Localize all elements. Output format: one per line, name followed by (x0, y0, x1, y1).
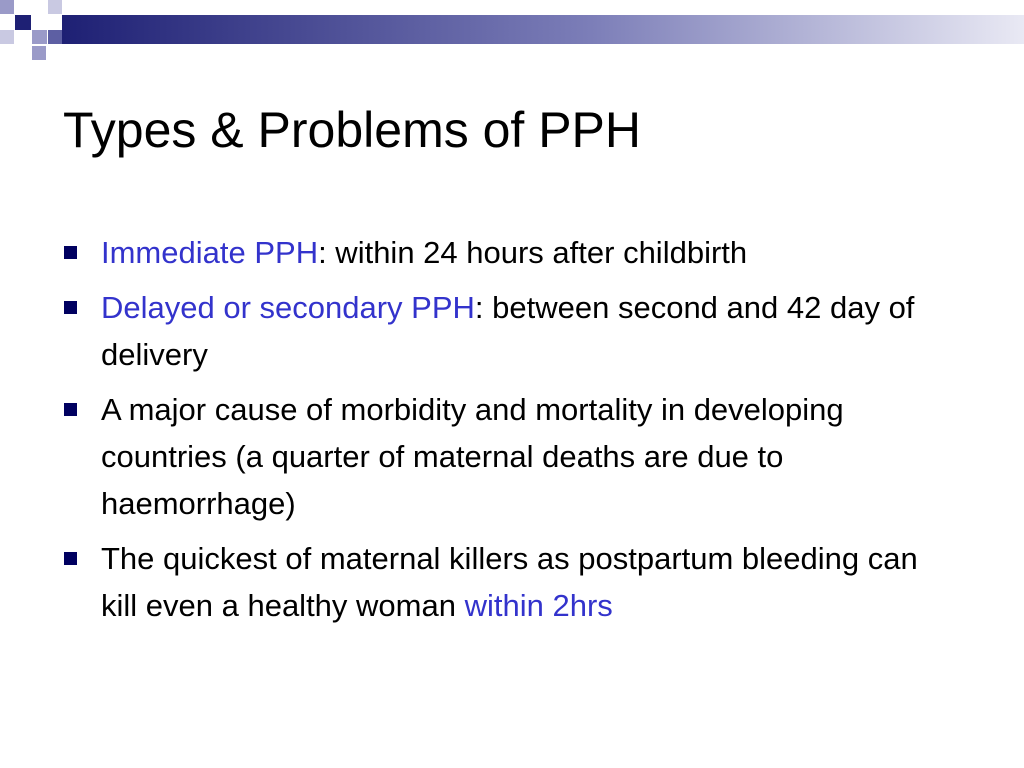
bullet-text: A major cause of morbidity and mortality in developing countries (a quarter of maternal deaths are due to haemorrhage) (101, 392, 844, 521)
decor-square-2 (15, 15, 31, 30)
bullet-emphasis: within 2hrs (464, 588, 613, 623)
bullet-item-major-cause (64, 386, 944, 527)
square-bullet-icon (64, 246, 77, 259)
bullet-item-quickest-killer (64, 535, 944, 629)
square-bullet-icon (64, 403, 77, 416)
bullet-text: : between second and 42 day of delivery (101, 290, 915, 372)
slide-title: Types & Problems of PPH (63, 102, 642, 158)
decor-square-4 (0, 30, 14, 44)
bullet-term: Immediate PPH (101, 235, 319, 270)
decor-square-5 (32, 30, 47, 44)
bullet-item-immediate-pph (64, 229, 944, 276)
decor-square-1 (0, 0, 14, 14)
bullet-list (64, 229, 944, 637)
bullet-item-delayed-pph (64, 284, 944, 378)
decor-square-3 (48, 0, 62, 14)
header-gradient-bar (62, 15, 1024, 44)
square-bullet-icon (64, 552, 77, 565)
bullet-text: : within 24 hours after childbirth (318, 235, 748, 270)
decor-square-6 (48, 30, 62, 44)
square-bullet-icon (64, 301, 77, 314)
header-decoration (0, 0, 1024, 70)
bullet-text: The quickest of maternal killers as postpartum bleeding can kill even a healthy woman (101, 541, 918, 623)
decor-square-7 (32, 46, 46, 60)
bullet-term: Delayed or secondary PPH (101, 290, 475, 325)
